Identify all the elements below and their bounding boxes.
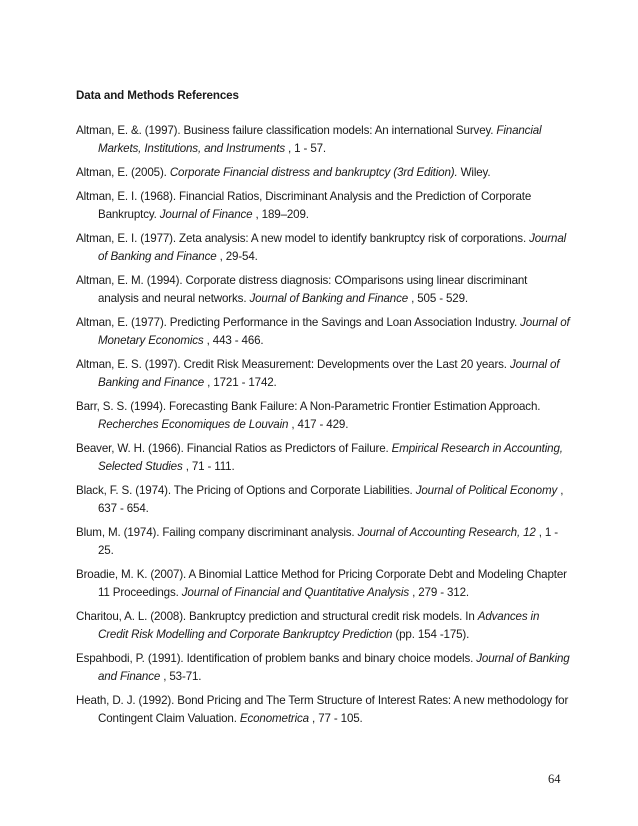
reference-entry xyxy=(76,188,570,224)
reference-pages: Wiley. xyxy=(457,166,491,179)
reference-pages: , 77 - 105. xyxy=(308,712,363,725)
reference-entry xyxy=(76,566,570,602)
reference-text: Broadie, M. K. (2007). A Binomial Lattice Method for Pricing Corporate Debt and Modeling Chapter 11 Proceedings. xyxy=(76,568,567,599)
reference-text: Heath, D. J. (1992). Bond Pricing and The Term Structure of Interest Rates: A new methodology for Contingent Claim Valuation. xyxy=(76,694,569,725)
reference-text: Black, F. S. (1974). The Pricing of Options and Corporate Liabilities. xyxy=(76,484,416,497)
reference-source: Journal of Banking and Finance xyxy=(98,232,567,263)
reference-pages: , 71 - 111. xyxy=(182,460,235,473)
reference-source: Recherches Economiques de Louvain xyxy=(98,418,289,431)
reference-source: Journal of Banking and Finance xyxy=(98,358,560,389)
reference-source: Journal of Accounting Research, 12 xyxy=(357,526,536,539)
reference-entry xyxy=(76,356,570,392)
reference-text: Altman, E. I. (1968). Financial Ratios, Discriminant Analysis and the Prediction of Corporate Bankruptcy. xyxy=(76,190,532,221)
reference-source: Econometrica xyxy=(239,712,309,725)
page-number: 64 xyxy=(548,772,561,786)
reference-pages: , 1 - 57. xyxy=(284,142,326,155)
reference-source: Financial Markets, Institutions, and Instruments xyxy=(98,124,542,155)
reference-source: Journal of Financial and Quantitative Analysis xyxy=(181,586,410,599)
reference-pages: (pp. 154 -175). xyxy=(392,628,470,641)
reference-list xyxy=(76,122,570,734)
reference-source: Journal of Banking and Finance xyxy=(249,292,409,305)
reference-source: Journal of Monetary Economics xyxy=(98,316,570,347)
reference-text: Altman, E. (2005). xyxy=(76,166,170,179)
reference-source: Journal of Banking and Finance xyxy=(98,652,570,683)
reference-text: Barr, S. S. (1994). Forecasting Bank Failure: A Non-Parametric Frontier Estimation Approach. xyxy=(76,400,541,413)
reference-entry xyxy=(76,272,570,308)
reference-entry xyxy=(76,608,570,644)
reference-source: Corporate Financial distress and bankruptcy (3rd Edition). xyxy=(169,166,458,179)
reference-text: Altman, E. &. (1997). Business failure classification models: An international Survey. xyxy=(76,124,497,137)
reference-pages: , 53-71. xyxy=(160,670,202,683)
reference-pages: , 1721 - 1742. xyxy=(204,376,277,389)
reference-pages: , 443 - 466. xyxy=(203,334,264,347)
reference-text: Altman, E. I. (1977). Zeta analysis: A new model to identify bankruptcy risk of corporations. xyxy=(76,232,530,245)
reference-source: Empirical Research in Accounting, Selected Studies xyxy=(98,442,563,473)
reference-entry xyxy=(76,122,570,158)
reference-entry xyxy=(76,440,570,476)
reference-entry xyxy=(76,398,570,434)
reference-text: Blum, M. (1974). Failing company discriminant analysis. xyxy=(76,526,358,539)
reference-pages: , 189–209. xyxy=(252,208,309,221)
reference-source: Journal of Finance xyxy=(159,208,253,221)
reference-pages: , 505 - 529. xyxy=(408,292,468,305)
reference-pages: , 29-54. xyxy=(216,250,258,263)
reference-pages: , 417 - 429. xyxy=(288,418,349,431)
reference-entry xyxy=(76,164,570,182)
reference-entry xyxy=(76,230,570,266)
reference-text: Beaver, W. H. (1966). Financial Ratios as Predictors of Failure. xyxy=(76,442,392,455)
reference-pages: , 637 - 654. xyxy=(98,484,564,515)
reference-source: Advances in Credit Risk Modelling and Corporate Bankruptcy Prediction xyxy=(98,610,540,641)
reference-text: Altman, E. S. (1997). Credit Risk Measurement: Developments over the Last 20 years. xyxy=(76,358,510,371)
reference-text: Altman, E. (1977). Predicting Performance in the Savings and Loan Association Industry. xyxy=(76,316,521,329)
reference-entry xyxy=(76,314,570,350)
reference-text: Charitou, A. L. (2008). Bankruptcy prediction and structural credit risk models. In xyxy=(76,610,478,623)
section-heading: Data and Methods References xyxy=(76,89,239,102)
reference-entry xyxy=(76,524,570,560)
reference-pages: , 1 - 25. xyxy=(98,526,559,557)
reference-pages: , 279 - 312. xyxy=(409,586,469,599)
reference-text: Espahbodi, P. (1991). Identification of problem banks and binary choice models. xyxy=(76,652,477,665)
reference-entry xyxy=(76,650,570,686)
reference-text: Altman, E. M. (1994). Corporate distress diagnosis: COmparisons using linear discriminant analysis and neural networks. xyxy=(76,274,528,305)
reference-entry xyxy=(76,692,570,728)
reference-source: Journal of Political Economy xyxy=(415,484,558,497)
reference-entry xyxy=(76,482,570,518)
